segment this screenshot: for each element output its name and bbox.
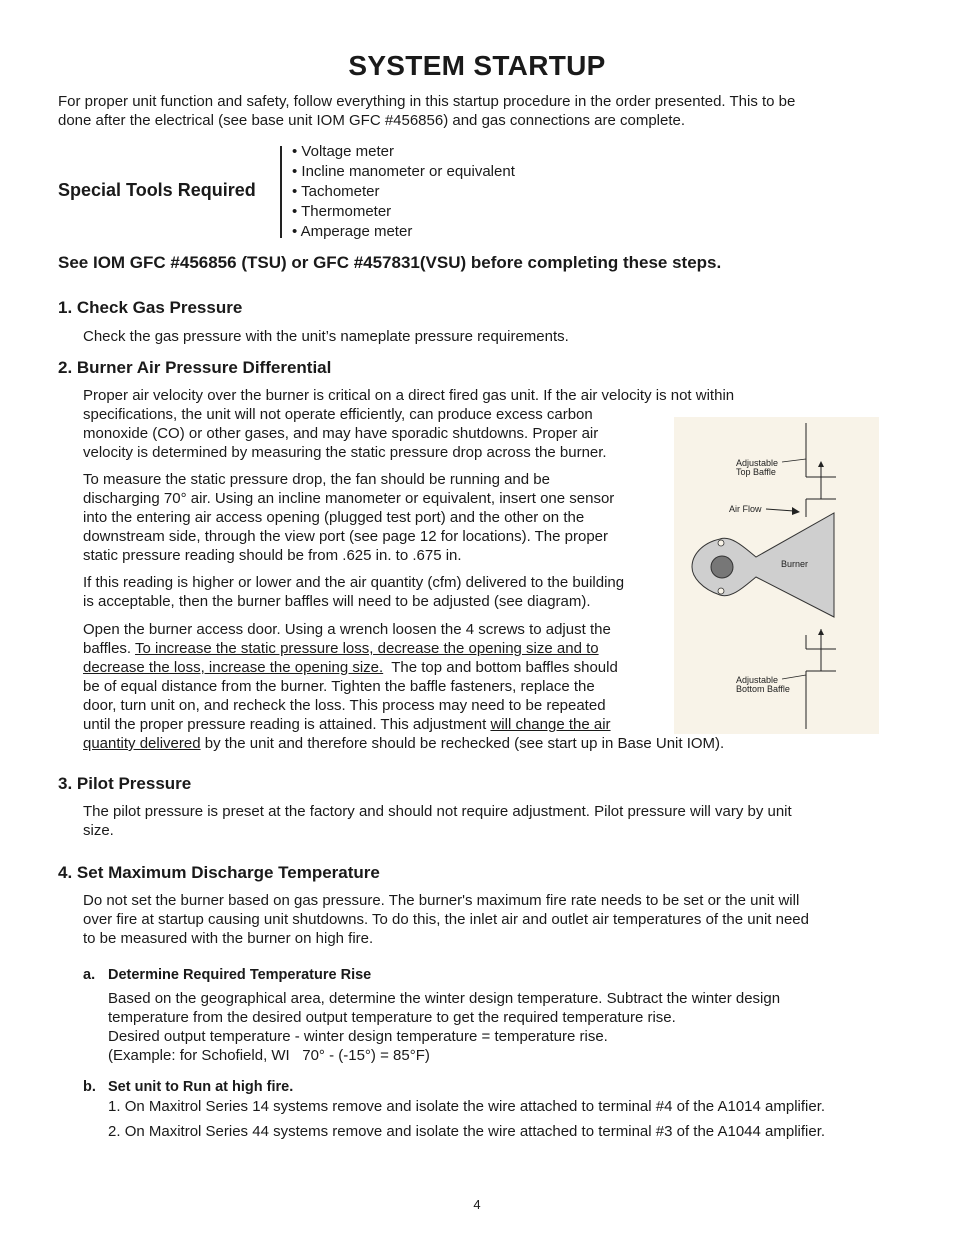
text-line: Desired output temperature - winter design temperature = temperature rise. — [108, 1028, 608, 1045]
section-3-body — [83, 802, 792, 840]
text-run: until the proper pressure reading is attained. This adjustment — [83, 716, 491, 733]
text-line: To measure the static pressure drop, the fan should be running and be — [83, 471, 550, 488]
text-line: Proper air velocity over the burner is critical on a direct fired gas unit. If the air velocity is not within — [83, 387, 735, 404]
tools-divider — [280, 146, 282, 238]
section-2-heading: 2. Burner Air Pressure Differential — [58, 358, 332, 377]
subsection-b-item-1 — [108, 1097, 825, 1116]
tool-item: • Voltage meter — [292, 143, 394, 160]
text-line: Based on the geographical area, determine the winter design temperature. Subtract the winter design — [108, 990, 781, 1007]
special-tools-label: Special Tools Required — [58, 180, 256, 200]
tool-item: • Thermometer — [292, 203, 392, 220]
air-flow-arrow-line — [766, 509, 794, 511]
subsection-b-marker: b. — [83, 1079, 96, 1095]
page-number: 4 — [473, 1197, 481, 1212]
tools-list — [292, 142, 515, 242]
bottom-baffle-label-1: Adjustable — [736, 675, 779, 685]
item-number: 1. — [108, 1098, 121, 1115]
text-line: velocity is determined by measuring the static pressure drop across the burner. — [83, 444, 607, 461]
air-flow-label: Air Flow — [729, 504, 762, 514]
item-text: On Maxitrol Series 44 systems remove and isolate the wire attached to terminal #3 of the A1044 amplifier. — [124, 1123, 826, 1140]
section-1-body: Check the gas pressure with the unit’s nameplate pressure requirements. — [83, 328, 569, 345]
burner-screw-bottom — [718, 588, 724, 594]
text-line: be of equal distance from the burner. Tighten the baffle fasteners, replace the — [83, 678, 595, 695]
burner-diagram-svg — [674, 417, 879, 734]
underlined-text: will change the air — [490, 716, 611, 733]
tool-item: • Amperage meter — [292, 223, 413, 240]
text-line: over fire at startup causing unit shutdowns. To do this, the inlet air and outlet air temperatures of the unit need — [83, 911, 809, 928]
burner-label: Burner — [781, 559, 809, 569]
intro-line: done after the electrical (see base unit IOM GFC #456856) and gas connections are complete. — [58, 112, 686, 129]
text-line: into the entering air access opening (plugged test port) and the other on the — [83, 509, 585, 526]
subsection-a-marker: a. — [83, 967, 96, 983]
underlined-text: quantity delivered — [83, 735, 201, 752]
subsection-a-heading: Determine Required Temperature Rise — [108, 967, 372, 983]
section-3-heading: 3. Pilot Pressure — [58, 774, 192, 793]
tool-item: • Tachometer — [292, 183, 380, 200]
subsection-b-heading: Set unit to Run at high fire. — [108, 1079, 294, 1095]
item-number: 2. — [108, 1123, 121, 1140]
text-line: monoxide (CO) or other gases, and may have sporadic shutdowns. Proper air — [83, 425, 599, 442]
text-run: by the unit and therefore should be rechecked (see start up in Base Unit IOM). — [200, 735, 725, 752]
section-2-paragraph-1 — [83, 386, 734, 462]
text-line — [83, 715, 724, 734]
bottom-adjust-arrowhead — [818, 629, 824, 635]
top-baffle-leader — [782, 459, 806, 462]
section-2-paragraph-4 — [83, 620, 724, 753]
section-4-body — [83, 891, 809, 948]
text-line — [83, 734, 724, 753]
bottom-baffle-label-2: Bottom Baffle — [736, 684, 790, 694]
text-line: downstream side, through the view port (see page 12 for locations). The proper — [83, 528, 609, 545]
top-adjust-arrowhead — [818, 461, 824, 467]
burner-port — [711, 556, 733, 578]
text-line: is acceptable, then the burner baffles will need to be adjusted (see diagram). — [83, 593, 591, 610]
text-line: size. — [83, 822, 114, 839]
text-run: The top and bottom baffles should — [383, 659, 618, 676]
section-2-paragraph-2 — [83, 470, 614, 565]
section-4-heading: 4. Set Maximum Discharge Temperature — [58, 863, 380, 882]
text-run: baffles. — [83, 640, 135, 657]
top-baffle-label-2: Top Baffle — [736, 467, 776, 477]
text-line: to be measured with the burner on high fire. — [83, 930, 374, 947]
tool-item: • Incline manometer or equivalent — [292, 163, 515, 180]
intro-paragraph — [58, 92, 878, 130]
underlined-text: To increase the static pressure loss, decrease the opening size and to — [135, 640, 599, 657]
section-1-heading: 1. Check Gas Pressure — [58, 298, 243, 317]
text-line — [83, 639, 724, 658]
text-line: Do not set the burner based on gas pressure. The burner's maximum fire rate needs to be set or the unit will — [83, 892, 800, 909]
intro-line: For proper unit function and safety, follow everything in this startup procedure in the order presented. This to be — [58, 93, 796, 110]
see-iom-notice: See IOM GFC #456856 (TSU) or GFC #457831(VSU) before completing these steps. — [58, 253, 722, 272]
burner-screw-top — [718, 540, 724, 546]
air-flow-arrowhead — [792, 507, 800, 515]
text-line: door, turn unit on, and recheck the loss. This process may need to be repeated — [83, 697, 606, 714]
text-line — [83, 658, 724, 677]
burner-baffle-diagram — [674, 417, 879, 734]
text-line: If this reading is higher or lower and the air quantity (cfm) delivered to the building — [83, 574, 625, 591]
text-line: The pilot pressure is preset at the factory and should not require adjustment. Pilot pressure will vary by unit — [83, 803, 792, 820]
section-2-paragraph-3 — [83, 573, 624, 611]
item-text: On Maxitrol Series 14 systems remove and isolate the wire attached to terminal #4 of the A1014 amplifier. — [124, 1098, 826, 1115]
subsection-a-body — [108, 989, 780, 1065]
text-line: static pressure reading should be from .625 in. to .675 in. — [83, 547, 462, 564]
text-line: specifications, the unit will not operate efficiently, can produce excess carbon — [83, 406, 593, 423]
text-line: temperature from the desired output temperature to get the required temperature rise. — [108, 1009, 676, 1026]
top-baffle-label-1: Adjustable — [736, 458, 779, 468]
page-title: SYSTEM STARTUP — [348, 50, 606, 81]
text-line: (Example: for Schofield, WI 70° - (-15°) = 85°F) — [108, 1047, 430, 1064]
underlined-text: decrease the loss, increase the opening size. — [83, 659, 384, 676]
bottom-baffle-leader — [782, 675, 806, 679]
text-line: Open the burner access door. Using a wrench loosen the 4 screws to adjust the — [83, 621, 611, 638]
text-line: discharging 70° air. Using an incline manometer or equivalent, insert one sensor — [83, 490, 615, 507]
subsection-b-item-2 — [108, 1122, 825, 1141]
